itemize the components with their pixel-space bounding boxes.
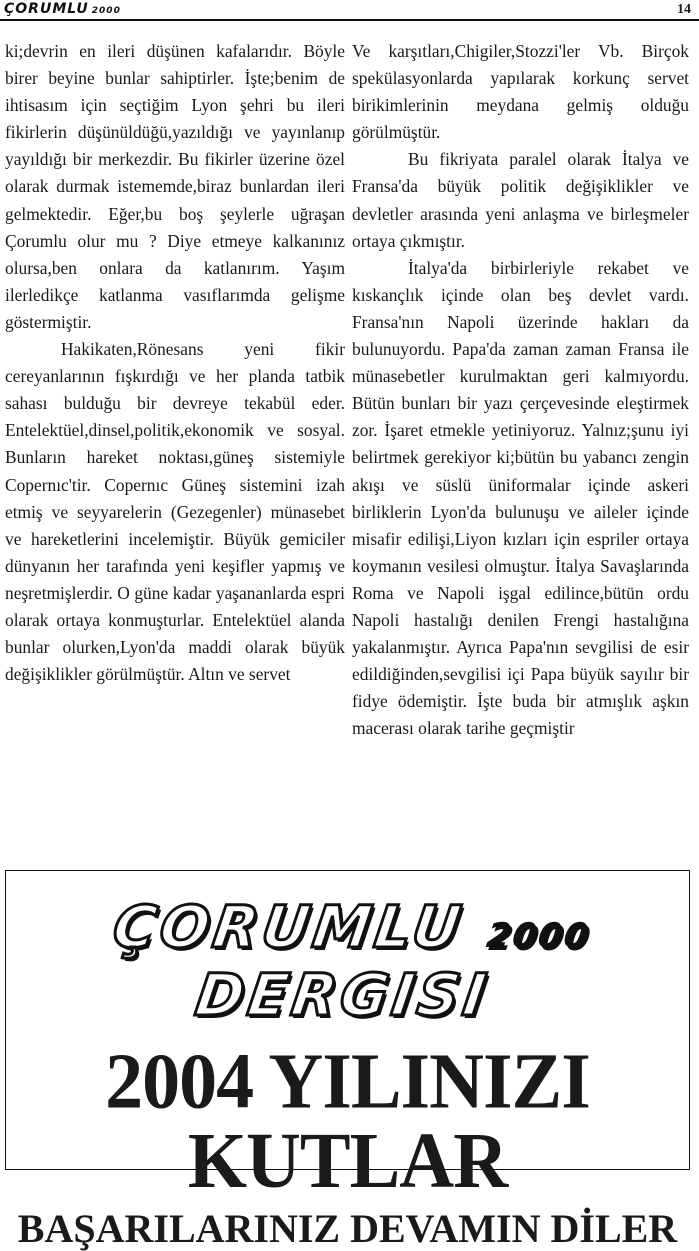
paragraph: Bu fikriyata paralel olarak İtalya ve Fransa'da büyük politik değişiklikler ve devletler arasında yeni anlaşma ve birleşmeler ortaya çıkmıştır. xyxy=(352,149,689,251)
ad-headline: 2004 YILINIZI KUTLAR xyxy=(105,1037,590,1205)
page-header xyxy=(0,0,699,22)
paragraph: İtalya'da birbirleriyle rekabet ve kıskançlık içinde olan beş devlet vardı. Fransa'nın Napoli üzerinde hakları da bulunuyordu. Papa'da zaman zaman Fransa ile münasebetler kurulmaktan geri kalmıyordu. Bütün bunları bir yazı çerçevesinde eleştirmek zor. İşaret etmekle yetiniyoruz. Yalnız;şunu iyi belirtmek gerekiyor ki;bütün bu yabancı zengin akışı ve süslü üniformalar içinde askeri birliklerin Lyon'da bulunuşu ve aileler içinde misafir edilişi,Liyon kızları için espriler ortaya koymanın vesilesi olmuştur. İtalya Savaşlarında Roma ve Napoli işgal edilince,bütün ordu Napoli hastalığı denilen Frengi hastalığına yakalanmıştır. Ayrıca Papa'nın sevgilisi de esir edildiğinden,sevgilisi içi Papa büyük sayılır bir fidye ödemiştir. İşte buda bir atmışlık aşkın macerası olarak tarihe geçmiştir xyxy=(352,257,689,739)
logo-year: 2000 xyxy=(91,6,121,16)
ad-brand-year: 2000 xyxy=(484,916,593,956)
paragraph: Ve karşıtları,Chigiler,Stozzi'ler Vb. Birçok spekülasyonlarda yapılarak korkunç servet birikimlerinin meydana gelmiş olduğu görülmüştür. xyxy=(352,41,689,143)
logo-text: ÇORUMLU xyxy=(4,1,89,17)
ad-subline: BAŞARILARINIZ DEVAMIN DİLER xyxy=(17,1206,678,1251)
magazine-logo xyxy=(4,1,121,17)
paragraph: ki;devrin en ileri düşünen kafalarıdır. Böyle birer beyine bunlar sahiptirler. İşte;benim de ihtisasım için seçtiğim Lyon şehri bu ileri fikirlerin düşünüldüğü,yazıldığı ve yayınlanıp yayıldığı bir merkezdir. Bu fikirler üzerine özel olarak durmak istememde,biraz bunlardan ileri gelmektedir. Eğer,bu boş şeylerle uğraşan Çorumlu olur mu ? Diye etmeye kalkanınız olursa,ben onlara da katlanırım. Yaşım ilerledikçe katlanma vasıflarımda gelişme göstermiştir. xyxy=(5,41,345,332)
paragraph: Hakikaten,Rönesans yeni fikir cereyanlarının fışkırdığı ve her planda tatbik sahası bulduğu bir devreye tekabül eder. Entelektüel,dinsel,politik,ekonomik ve sosyal. Bunların hareket noktası,güneş sistemiyle Copernıc'tir. Copernıc Güneş sistemini izah etmiş ve seyyarelerin (Gezegenler) münasebet ve hareketlerini incelemiştir. Büyük gemiciler dünyanın her tarafında yeni keşifler yapmış ve neşretmişlerdir. O güne kadar yaşananlarda espri olarak ortaya konmuşturlar. Entelektüel alanda bunlar olurken,Lyon'da maddi olarak büyük değişiklikler görülmüştür. Altın ve servet xyxy=(5,339,345,685)
greeting-advertisement xyxy=(5,870,690,1251)
left-column xyxy=(5,38,345,688)
page-number: 14 xyxy=(677,2,691,17)
ad-brand xyxy=(0,893,699,1029)
ad-brand-name: ÇORUMLU xyxy=(108,893,469,961)
right-column xyxy=(352,38,689,742)
ad-brand-suffix: DERGISI xyxy=(191,961,494,1029)
header-rule xyxy=(0,19,699,21)
